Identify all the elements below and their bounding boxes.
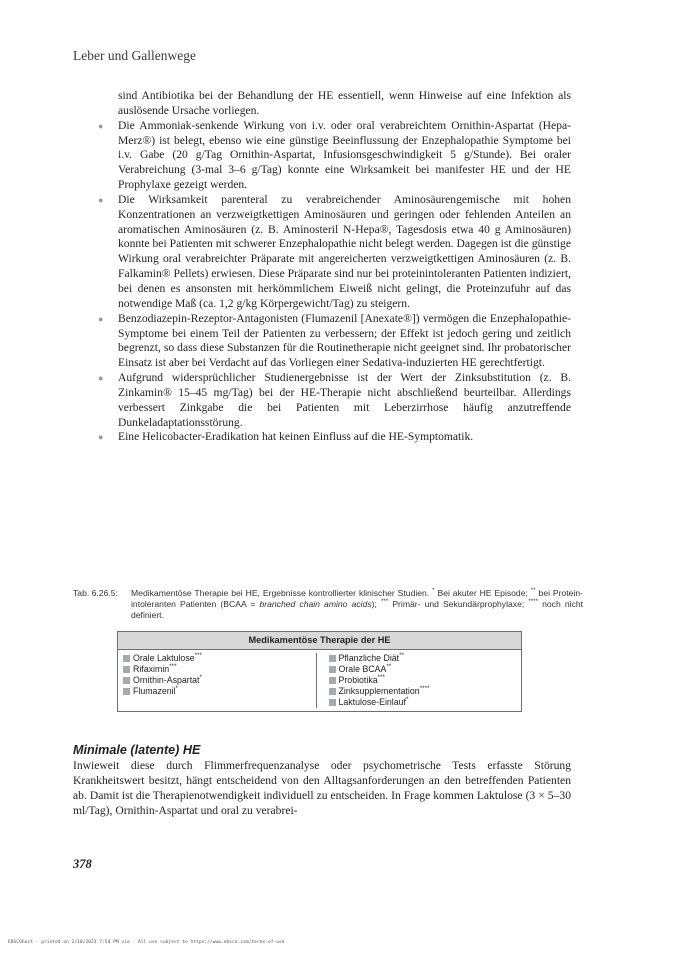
caption-italic: branched chain amino acids [259,599,372,610]
table-item [329,653,522,664]
table-item [329,664,522,675]
caption-part: Medikamentöse Therapie bei HE, Ergebnisse kontrollierter klinischer Studien. [131,588,430,598]
footnote-mark: **** [419,685,430,693]
table-column-left [118,653,316,708]
table-item [123,686,316,697]
footer-notice: EBSCOhost - printed on 2/10/2023 7:54 PM via . All use subject to https://www.ebsco.com/terms-of-use [8,940,285,945]
bullet-item [98,430,571,445]
therapy-table [117,631,522,712]
table-caption [73,588,583,622]
table-item-label: Probiotika [338,675,378,685]
table-item-label: Orale Laktulose [133,653,195,663]
footnote-mark: * [199,674,202,682]
table-column-right [316,653,522,708]
footnote-mark: ** [386,663,392,671]
table-item-label: Pflanzliche Diät [338,653,400,663]
square-bullet-icon [329,666,336,673]
bullet-icon: ● [98,432,104,443]
bullet-icon: ● [98,194,104,205]
table-item [123,653,316,664]
caption-label: Tab. 6.26.5: [73,588,118,598]
section-paragraph: Inwieweit diese durch Flimmerfrequenzanalyse oder psychometrische Tests erfasste Störung Krankheitswert besitzt, hängt entscheidend von den Alltagsanforderungen an den betreffenden Patienten ab. Damit ist die Therapienotwendigkeit individuell zu entscheiden. In Frage kommen Laktulose (3 × 5–30 ml/Tag), Ornithin-Aspartat und oral zu verabrei- [73,759,571,817]
square-bullet-icon [123,655,130,662]
footnote-mark: * [175,685,179,693]
table-item [123,664,316,675]
table-item-label: Ornithin-Aspartat [133,675,200,685]
bullet-icon: ● [98,120,104,131]
footnote-mark: * [405,696,409,704]
bullet-list [98,118,571,446]
main-body [98,89,571,445]
bullet-item [98,192,571,312]
caption-part: Primär- und Sekundärprophylaxe; [388,599,525,610]
footnote-mark: * [432,587,435,595]
bullet-text: Benzodiazepin-Rezeptor-Antagonisten (Flumazenil [Anexate®]) vermögen die Enzephalopathie-Symptome bei einem Teil der Patienten zu verbessern; der Effekt ist jedoch gering und zeitlich begrenzt, so dass diese Substanzen für die Routinetherapie nicht geeignet sind. Ihr probatorischer Einsatz ist aber bei Verdacht auf das Vorliegen einer Sedativa-induzierten HE gerechtfertigt. [118,311,571,370]
footnote-mark: *** [377,674,386,682]
bullet-icon: ● [98,373,104,384]
square-bullet-icon [329,677,336,684]
table-body [118,650,521,711]
caption-part: ); [371,599,377,610]
bullet-icon: ● [98,313,104,324]
page-number: 378 [73,857,92,871]
running-title: Leber und Gallenwege [73,48,196,63]
table-item-label: Zinksupplementation [338,686,420,696]
table-item-label: Flumazenil [133,686,176,696]
table-item-label: Rifaximin [133,664,170,674]
caption-text [131,588,583,622]
footnote-mark: **** [528,598,538,606]
footnote-mark: *** [380,598,389,606]
square-bullet-icon [123,666,130,673]
caption-part: Bei akuter HE Episode; [434,588,528,598]
bullet-text: Die Wirksamkeit parenteral zu verabreichender Aminosäurengemische mit hohen Konzentrationen an verzweigtkettigen Aminosäuren und geringen oder fehlenden Anteilen an aromatischen Aminosäuren (z. B. Aminosteril N-Hepa®, Tagesdosis etwa 40 g Aminosäuren) konnte bei Patienten mit schwerer Enzephalopathie nicht belegt werden. Dagegen ist die günstige Wirkung oral verabreichter Präparate mit angereicherten verzweigtkettigen Aminosäuren (z. B. Falkamin® Pellets) erwiesen. Diese Präparate sind nur bei proteinintoleranten Patienten indiziert, bei denen es ansonsten mit herkömmlichem Eiweiß nicht gelingt, die Proteinzufuhr auf das notwendige Maß (ca. 1,2 g/kg Körpergewicht/Tag) zu steigern. [118,192,571,310]
section-heading: Minimale (latente) HE [73,743,201,757]
caption-part: noch nicht definiert. [131,599,583,621]
bullet-item [98,371,571,430]
bullet-text: Die Ammoniak-senkende Wirkung von i.v. oder oral verabreichtem Ornithin-Aspartat (Hepa-Merz®) ist belegt, ebenso wie eine günstige Beeinflussung der Enzephalopathie Symptome bei i.v. Gabe (20 g/Tag Ornithin-Aspartat, Infusionsgeschwindigkeit 5 g/Stunde). Bei oraler Verabreichung (3-mal 3–6 g/Tag) konnte eine Wirksamkeit bei manifester HE und der HE Prophylaxe gezeigt werden. [118,118,571,192]
square-bullet-icon [329,655,336,662]
square-bullet-icon [123,688,130,695]
square-bullet-icon [123,677,130,684]
table-title: Medikamentöse Therapie der HE [118,632,521,650]
intro-paragraph: sind Antibiotika bei der Behandlung der HE essentiell, wenn Hinweise auf eine Infektion als auslösende Ursache vorliegen. [118,89,571,117]
table-item-label: Laktulose-Einlauf [338,697,406,707]
bullet-text: Eine Helicobacter-Eradikation hat keinen Einfluss auf die HE-Symptomatik. [118,430,474,444]
footnote-mark: ** [399,652,405,660]
bullet-item [98,311,571,371]
table-item [123,675,316,686]
footnote-mark: *** [194,652,203,660]
square-bullet-icon [329,688,336,695]
caption-part: bei Protein-intoleranten Patienten (BCAA = [131,588,584,610]
footnote-mark: ** [530,587,536,595]
table-item-label: Orale BCAA [338,664,387,674]
bullet-item [98,118,571,193]
footnote-mark: *** [169,663,177,671]
table-item [329,686,522,697]
square-bullet-icon [329,699,336,706]
table-item [329,697,522,708]
bullet-text: Aufgrund widersprüchlicher Studienergebnisse ist der Wert der Zinksubstitution (z. B. Zinkamin® 15–45 mg/Tag) bei der HE-Therapie nicht abschließend beurteilbar. Allerdings verbessert Zinkgabe die bei Patienten mit Leberzirrhose häufig anzutreffende Dunkeladaptationsstörung. [118,371,571,429]
